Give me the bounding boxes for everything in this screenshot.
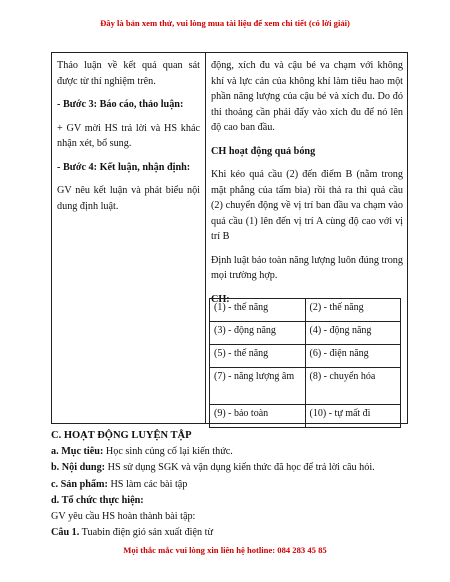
answer-row xyxy=(210,345,401,368)
practice-section xyxy=(51,428,411,541)
answer-cell: (3) - động năng xyxy=(210,322,306,345)
answer-table xyxy=(209,298,401,428)
ball-activity-title: CH hoạt động quả bóng xyxy=(211,145,316,157)
question-1-text: Tuabin điện gió sản xuất điện từ xyxy=(79,527,214,539)
product-label: c. Sản phẩm: xyxy=(51,478,108,490)
answer-cell: (5) - thế năng xyxy=(210,345,306,368)
answer-cell: (6) - điện năng xyxy=(305,345,401,368)
goal-text: Học sinh củng cố lại kiến thức. xyxy=(103,446,233,458)
answer-row xyxy=(210,405,401,428)
column-divider xyxy=(205,53,206,423)
teacher-activity-column xyxy=(57,58,200,214)
step3-text: + GV mời HS trả lời và HS khác nhận xét, bổ sung. xyxy=(57,122,200,149)
goal-line xyxy=(51,444,411,460)
expected-product-column xyxy=(211,58,403,307)
step4-text: GV nêu kết luận và phát biểu nội dung định luật. xyxy=(57,185,200,212)
conservation-law-text: Định luật bảo toàn năng lượng luôn đúng trong mọi trường hợp. xyxy=(211,254,403,281)
intro-text: Thảo luận về kết quả quan sát được từ thí nghiệm trên. xyxy=(57,60,200,87)
lesson-table xyxy=(51,52,408,424)
content-text: HS sử dụng SGK và vận dụng kiến thức đã học để trả lời câu hỏi. xyxy=(105,462,375,474)
product-line xyxy=(51,477,411,493)
step3-title: - Bước 3: Báo cáo, thảo luận: xyxy=(57,99,184,110)
organization-label: d. Tổ chức thực hiện: xyxy=(51,494,144,506)
answer-cell: (10) - tự mất đi xyxy=(305,405,401,428)
question-1-line xyxy=(51,525,411,541)
ch-label: CH: xyxy=(211,293,230,305)
task-text: GV yêu cầu HS hoàn thành bài tập: xyxy=(51,511,196,523)
hotline-footer: Mọi thắc mắc vui lòng xin liên hệ hotline: 084 283 45 85 xyxy=(123,545,327,555)
content-line xyxy=(51,460,411,476)
answer-cell: (9) - bảo toàn xyxy=(210,405,306,428)
answer-cell: (1) - thế năng xyxy=(210,299,306,322)
step4-title: - Bước 4: Kết luận, nhận định: xyxy=(57,161,191,173)
question-1-label: Câu 1. xyxy=(51,527,80,539)
answer-cell: (8) - chuyển hóa xyxy=(305,368,401,405)
answer-row xyxy=(210,299,401,322)
answer-row xyxy=(210,322,401,345)
answer-cell: (2) - thế năng xyxy=(305,299,401,322)
product-text: HS làm các bài tập xyxy=(107,478,188,490)
swing-explanation: động, xích đu và cậu bé va chạm với không khí và lực cản của không khí làm tiêu hao một phần năng lượng của cậu bé và xích đu. Do đó thỉ thoảng cần phải đẩy vào xích đu để nó lên độ cao ban đầu. xyxy=(211,60,403,133)
content-label: b. Nội dung: xyxy=(51,462,106,474)
preview-banner: Đây là bản xem thử, vui lòng mua tài liệu để xem chi tiết (có lời giải) xyxy=(100,18,350,28)
ball-activity-text: Khi kéo quả cầu (2) đến điểm B (nằm trong mặt phẳng của tấm bìa) rồi thả ra thì quả cầu (2) chuyển động về vị trí ban đầu va chạm vào quả cầu (1) lên đến vị trí A cùng độ cao với vị trí B xyxy=(211,169,403,242)
answer-cell: (7) - năng lượng âm xyxy=(210,368,306,405)
answer-row xyxy=(210,368,401,405)
section-heading: C. HOẠT ĐỘNG LUYỆN TẬP xyxy=(51,430,192,441)
goal-label: a. Mục tiêu: xyxy=(51,446,104,458)
answer-cell: (4) - động năng xyxy=(305,322,401,345)
